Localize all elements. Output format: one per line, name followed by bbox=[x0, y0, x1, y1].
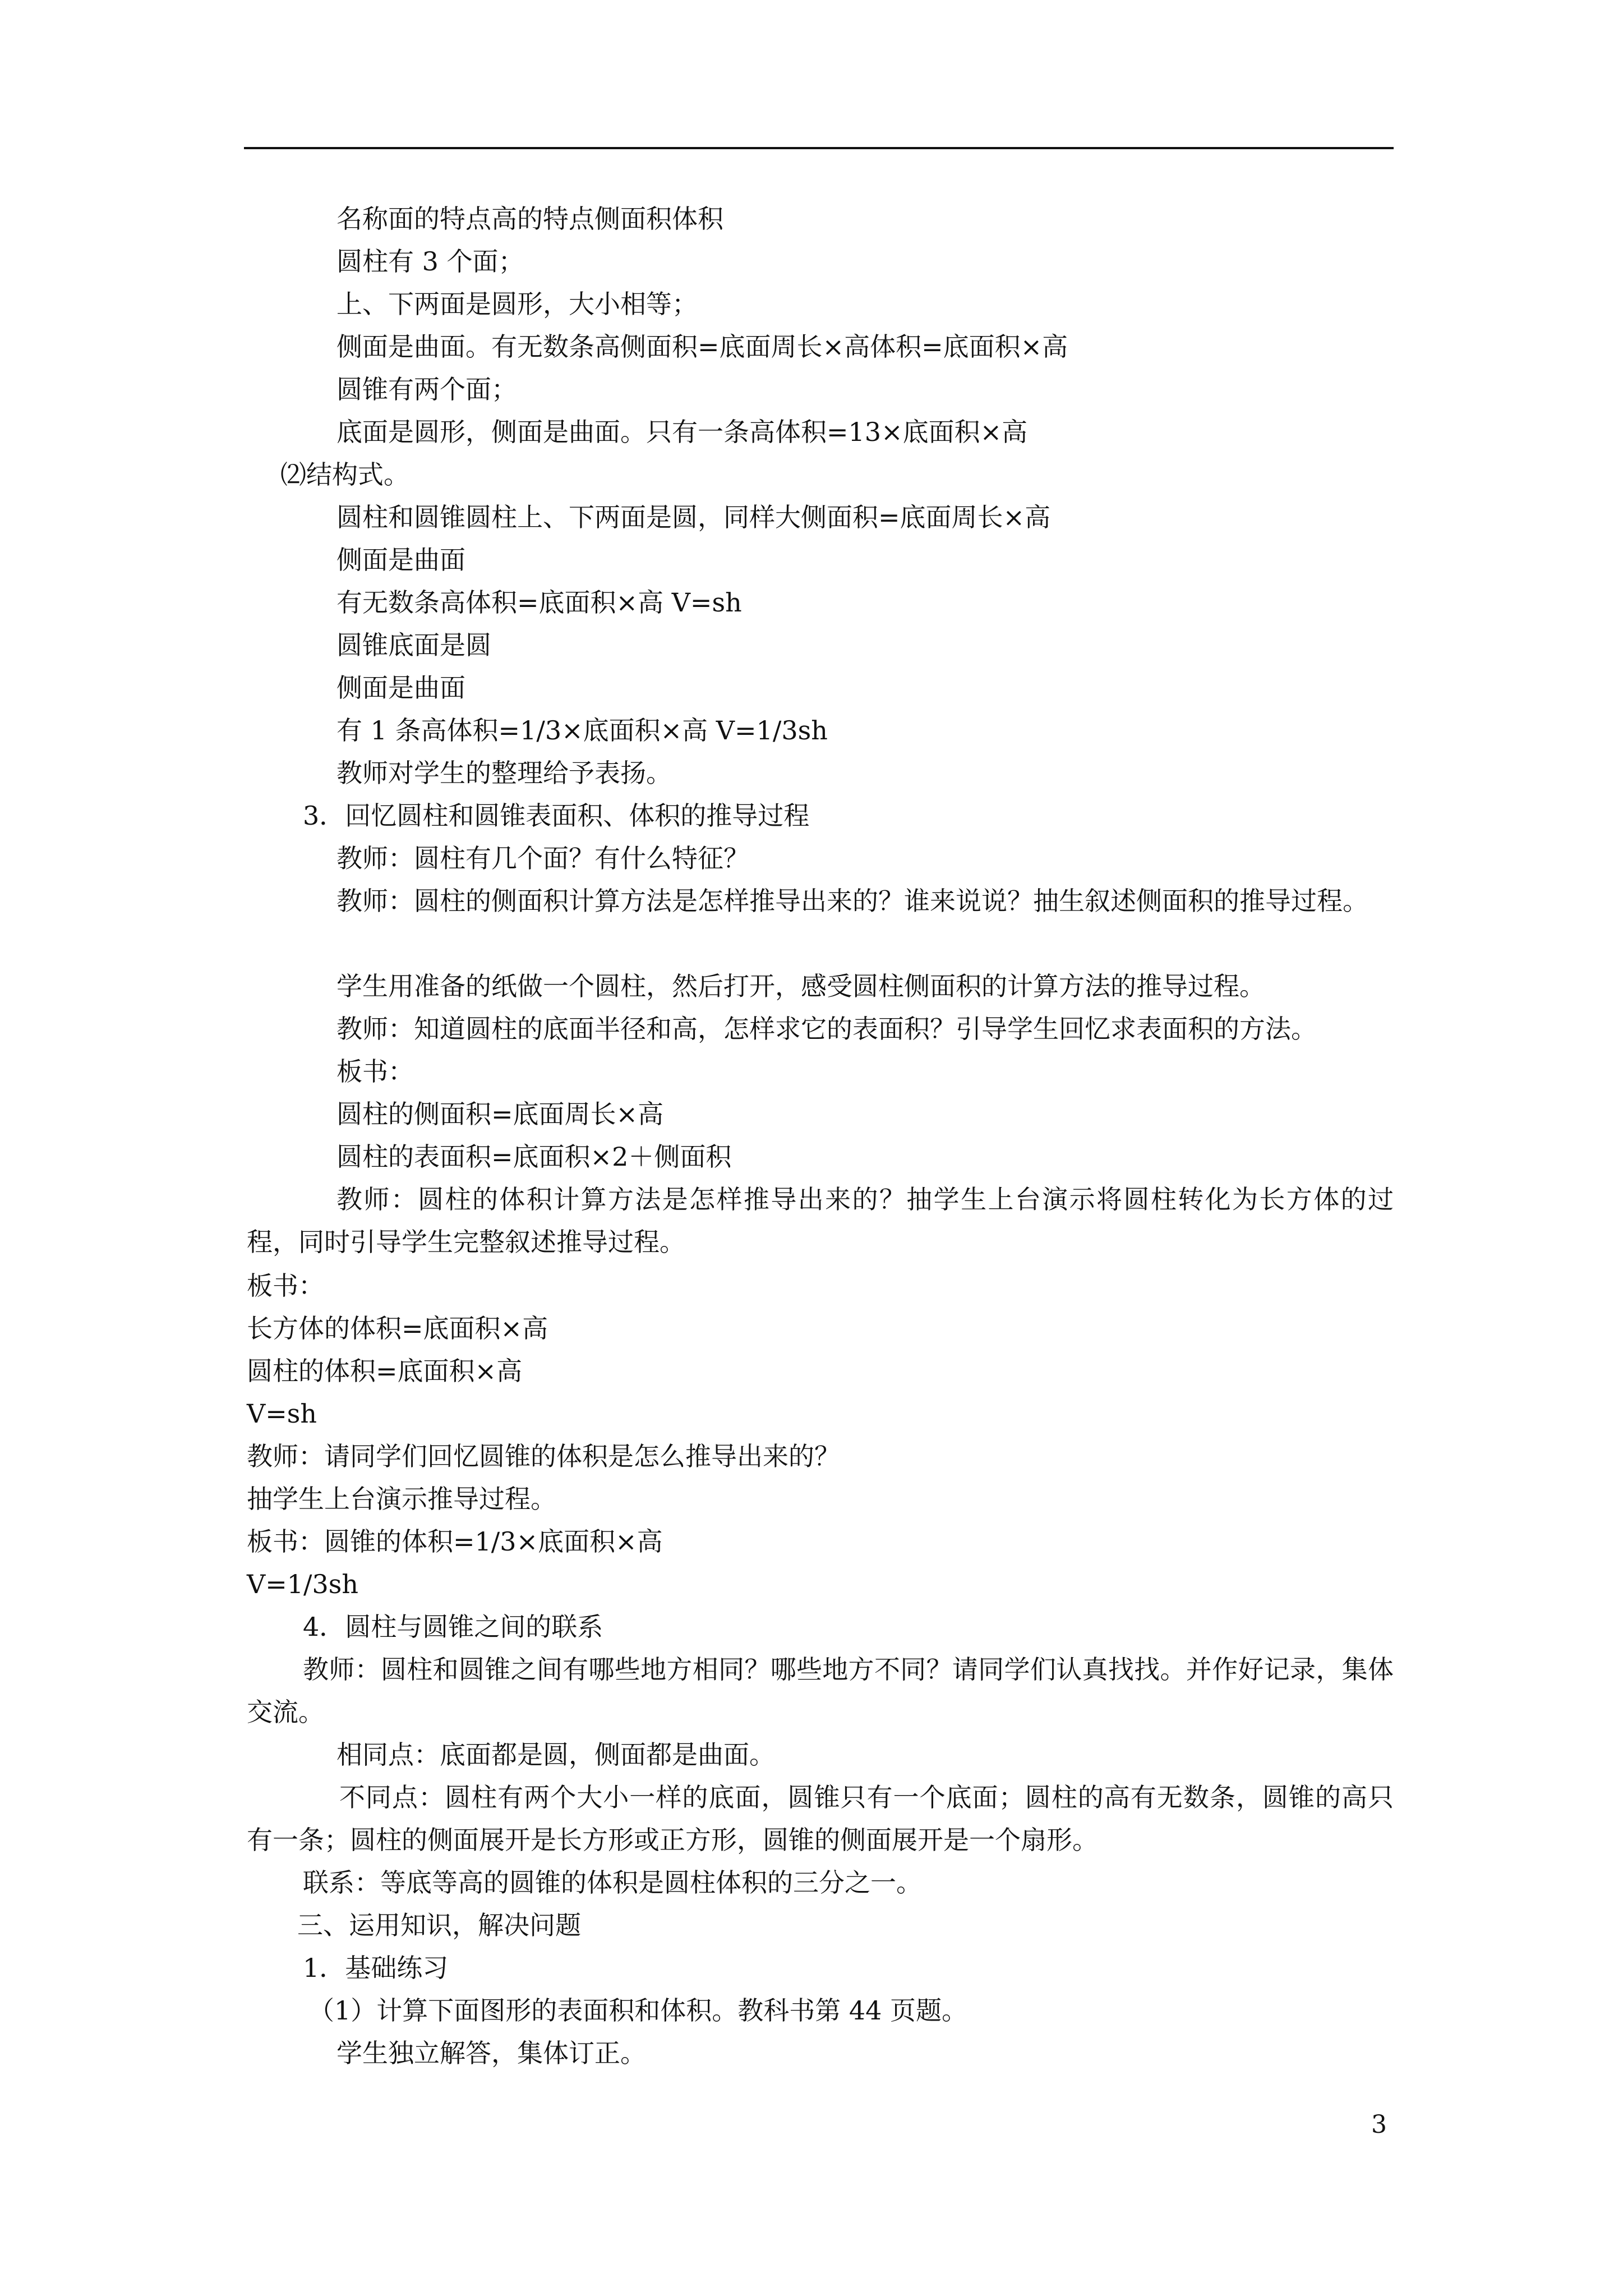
text-line: 圆柱有 3 个面； bbox=[336, 246, 524, 277]
text-line: 圆锥底面是圆 bbox=[336, 630, 491, 660]
text-line: 圆柱和圆锥圆柱上、下两面是圆，同样大侧面积=底面周长×高 bbox=[336, 502, 1051, 532]
text-line: 学生独立解答，集体订正。 bbox=[336, 2038, 646, 2068]
paragraph: 不同点：圆柱有两个大小一样的底面，圆锥只有一个底面；圆柱的高有无数条，圆锥的高只有一条；圆柱的侧面展开是长方形或正方形，圆锥的侧面展开是一个扇形。 bbox=[247, 1782, 1394, 1855]
text-line: 教师：知道圆柱的底面半径和高，怎样求它的表面积？引导学生回忆求表面积的方法。 bbox=[336, 1014, 1317, 1044]
text-line: 圆锥有两个面； bbox=[336, 374, 517, 404]
paragraph: 教师：圆柱和圆锥之间有哪些地方相同？哪些地方不同？请同学们认真找找。并作好记录，集体交流。 bbox=[247, 1654, 1394, 1727]
text-line: 板书： bbox=[247, 1271, 324, 1301]
text-line: 有 1 条高体积=1/3×底面积×高 V=1/3sh bbox=[336, 715, 828, 746]
text-line: （1）计算下面图形的表面积和体积。教科书第 44 页题。 bbox=[308, 1995, 968, 2026]
section-heading: 1．基础练习 bbox=[303, 1953, 449, 1983]
section-heading: ⑵结构式。 bbox=[280, 459, 409, 490]
text-line: 长方体的体积=底面积×高 bbox=[247, 1313, 548, 1343]
section-heading: 3．回忆圆柱和圆锥表面积、体积的推导过程 bbox=[303, 800, 810, 831]
section-heading: 三、运用知识，解决问题 bbox=[297, 1910, 581, 1940]
text-line: 学生用准备的纸做一个圆柱，然后打开，感受圆柱侧面积的计算方法的推导过程。 bbox=[336, 971, 1265, 1001]
text-line: 教师：请同学们回忆圆锥的体积是怎么推导出来的？ bbox=[247, 1441, 840, 1471]
text-line: 板书： bbox=[336, 1056, 414, 1087]
text-line: 底面是圆形，侧面是曲面。只有一条高体积=13×底面积×高 bbox=[336, 417, 1028, 447]
text-line: V=1/3sh bbox=[247, 1569, 359, 1599]
text-line: 板书：圆锥的体积=1/3×底面积×高 bbox=[247, 1526, 663, 1557]
page-number: 3 bbox=[1371, 2110, 1387, 2139]
text-line: 圆柱的表面积=底面积×2＋侧面积 bbox=[336, 1142, 732, 1172]
paragraph: 教师：圆柱的侧面积计算方法是怎样推导出来的？谁来说说？抽生叙述侧面积的推导过程。 bbox=[336, 886, 1368, 916]
text-line: 侧面是曲面 bbox=[336, 673, 465, 703]
text-line: V=sh bbox=[247, 1398, 317, 1429]
text-line: 圆柱的体积=底面积×高 bbox=[247, 1356, 523, 1386]
text-line: 侧面是曲面。有无数条高侧面积=底面周长×高体积=底面积×高 bbox=[336, 332, 1068, 362]
text-line: 侧面是曲面 bbox=[336, 545, 465, 575]
text-line: 教师对学生的整理给予表扬。 bbox=[336, 758, 672, 788]
text-line: 抽学生上台演示推导过程。 bbox=[247, 1484, 556, 1514]
paragraph: 教师：圆柱的体积计算方法是怎样推导出来的？抽学生上台演示将圆柱转化为长方体的过程，同时引导学生完整叙述推导过程。 bbox=[247, 1184, 1394, 1257]
text-line: 相同点：底面都是圆，侧面都是曲面。 bbox=[336, 1740, 775, 1770]
text-line: 联系：等底等高的圆锥的体积是圆柱体积的三分之一。 bbox=[303, 1867, 922, 1898]
text-line: 教师：圆柱有几个面？有什么特征？ bbox=[336, 843, 749, 873]
text-line: 名称面的特点高的特点侧面积体积 bbox=[336, 204, 723, 234]
text-line: 上、下两面是圆形，大小相等； bbox=[336, 289, 698, 319]
section-heading: 4．圆柱与圆锥之间的联系 bbox=[303, 1612, 603, 1642]
text-line: 有无数条高体积=底面积×高 V=sh bbox=[336, 587, 742, 618]
text-line: 圆柱的侧面积=底面周长×高 bbox=[336, 1099, 664, 1129]
header-rule bbox=[244, 147, 1394, 149]
